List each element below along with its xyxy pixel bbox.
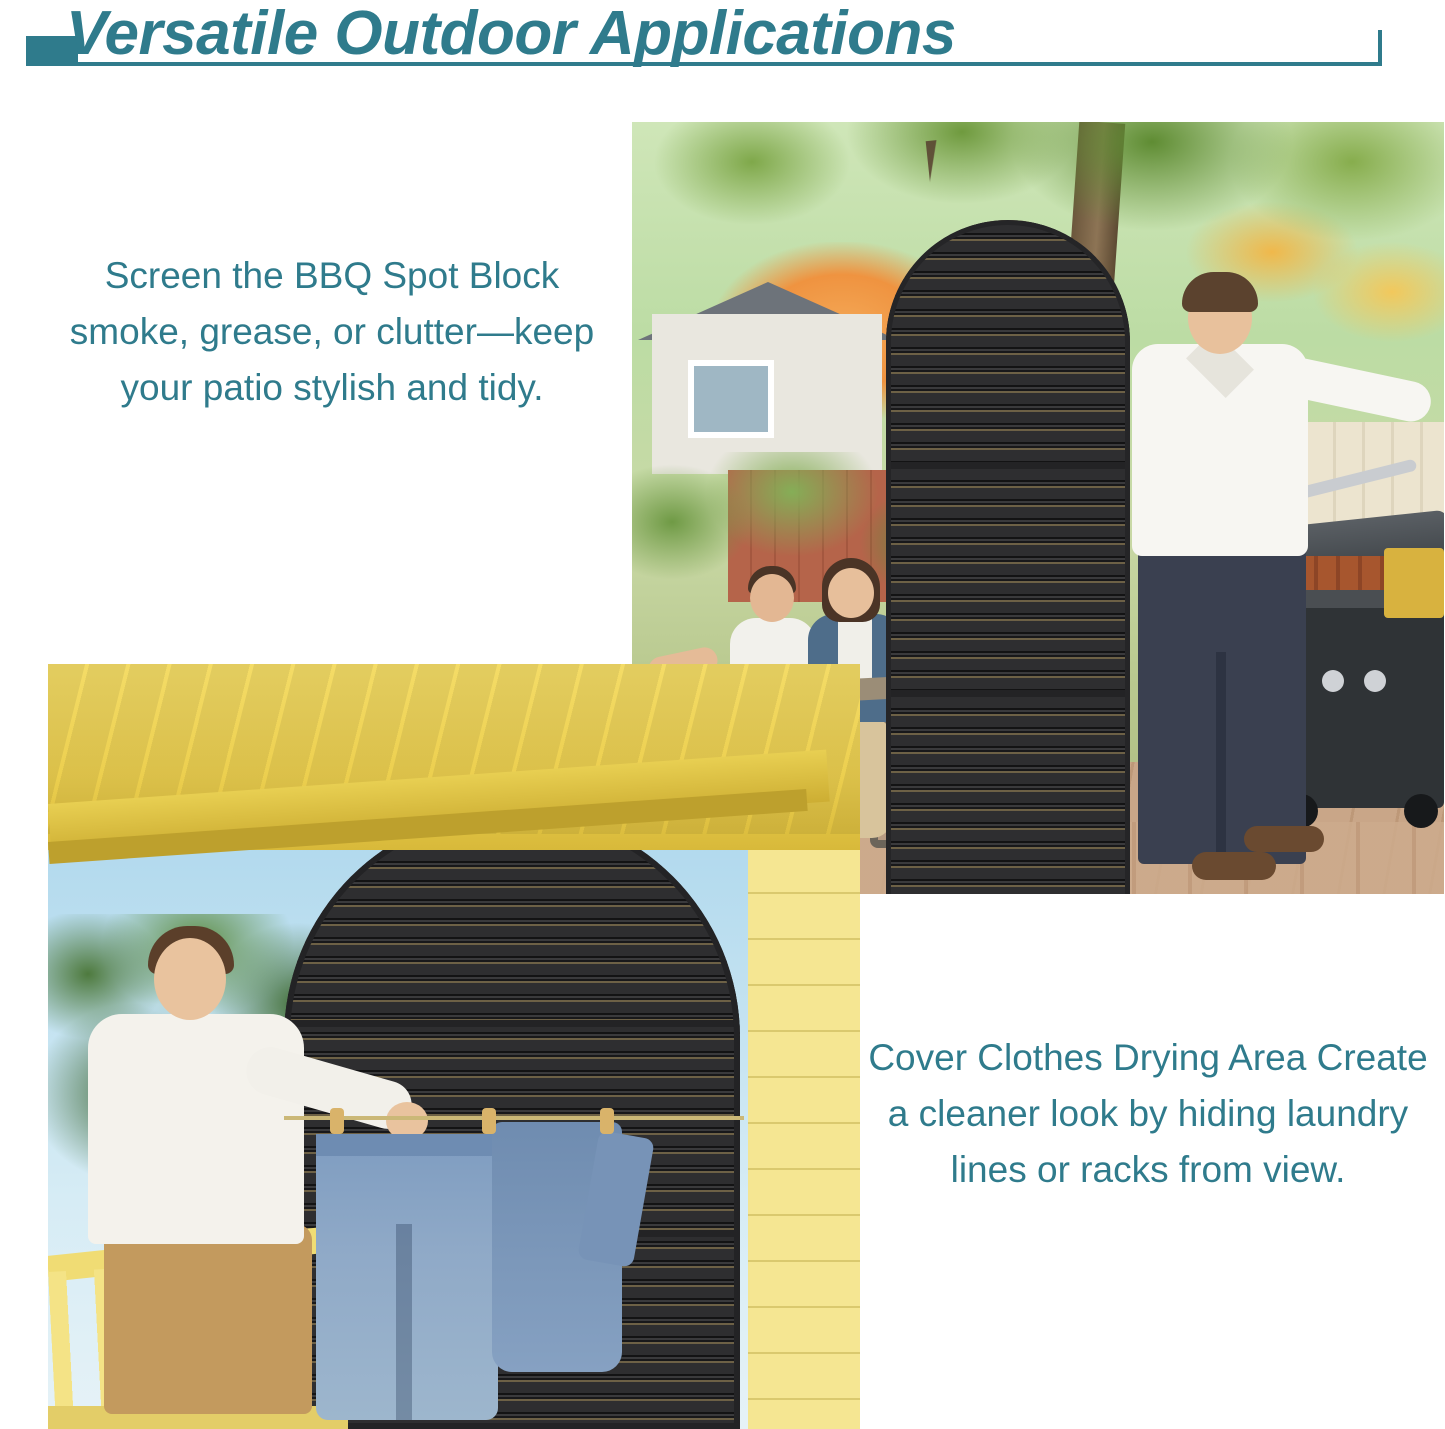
bbq-grill-knob [1322, 670, 1344, 692]
laundry-jeans-waistband [316, 1134, 498, 1156]
bbq-grill-side-table [1384, 548, 1444, 618]
caption-bbq: Screen the BBQ Spot Block smoke, grease, or clutter—keep your patio stylish and tidy. [69, 255, 595, 408]
laundry-person-head [154, 938, 226, 1020]
bbq-griller-pants-seam [1216, 652, 1226, 864]
laundry-clothes-peg [600, 1108, 614, 1134]
page-title: Versatile Outdoor Applications [66, 0, 956, 68]
bbq-guest-right-head [828, 568, 874, 618]
laundry-clothes-peg [330, 1108, 344, 1134]
caption-laundry: Cover Clothes Drying Area Create a cleaner look by hiding laundry lines or racks from view. [868, 1037, 1428, 1190]
laundry-clothesline [284, 1116, 744, 1120]
photo-laundry-scene [48, 664, 860, 1429]
laundry-person-shorts [104, 1224, 312, 1414]
laundry-clothes-peg [482, 1108, 496, 1134]
bbq-grill-wheel [1404, 794, 1438, 828]
laundry-house-siding [748, 754, 860, 1429]
bbq-griller-shoe [1192, 852, 1276, 880]
laundry-jeans-leg-gap [396, 1224, 412, 1420]
bbq-guest-left-head [750, 574, 794, 622]
page-header [0, 0, 1445, 90]
screen-frame [886, 220, 1130, 894]
bbq-privacy-screen [886, 220, 1130, 894]
bbq-griller-shoe [1244, 826, 1324, 852]
bbq-grill-knob [1364, 670, 1386, 692]
